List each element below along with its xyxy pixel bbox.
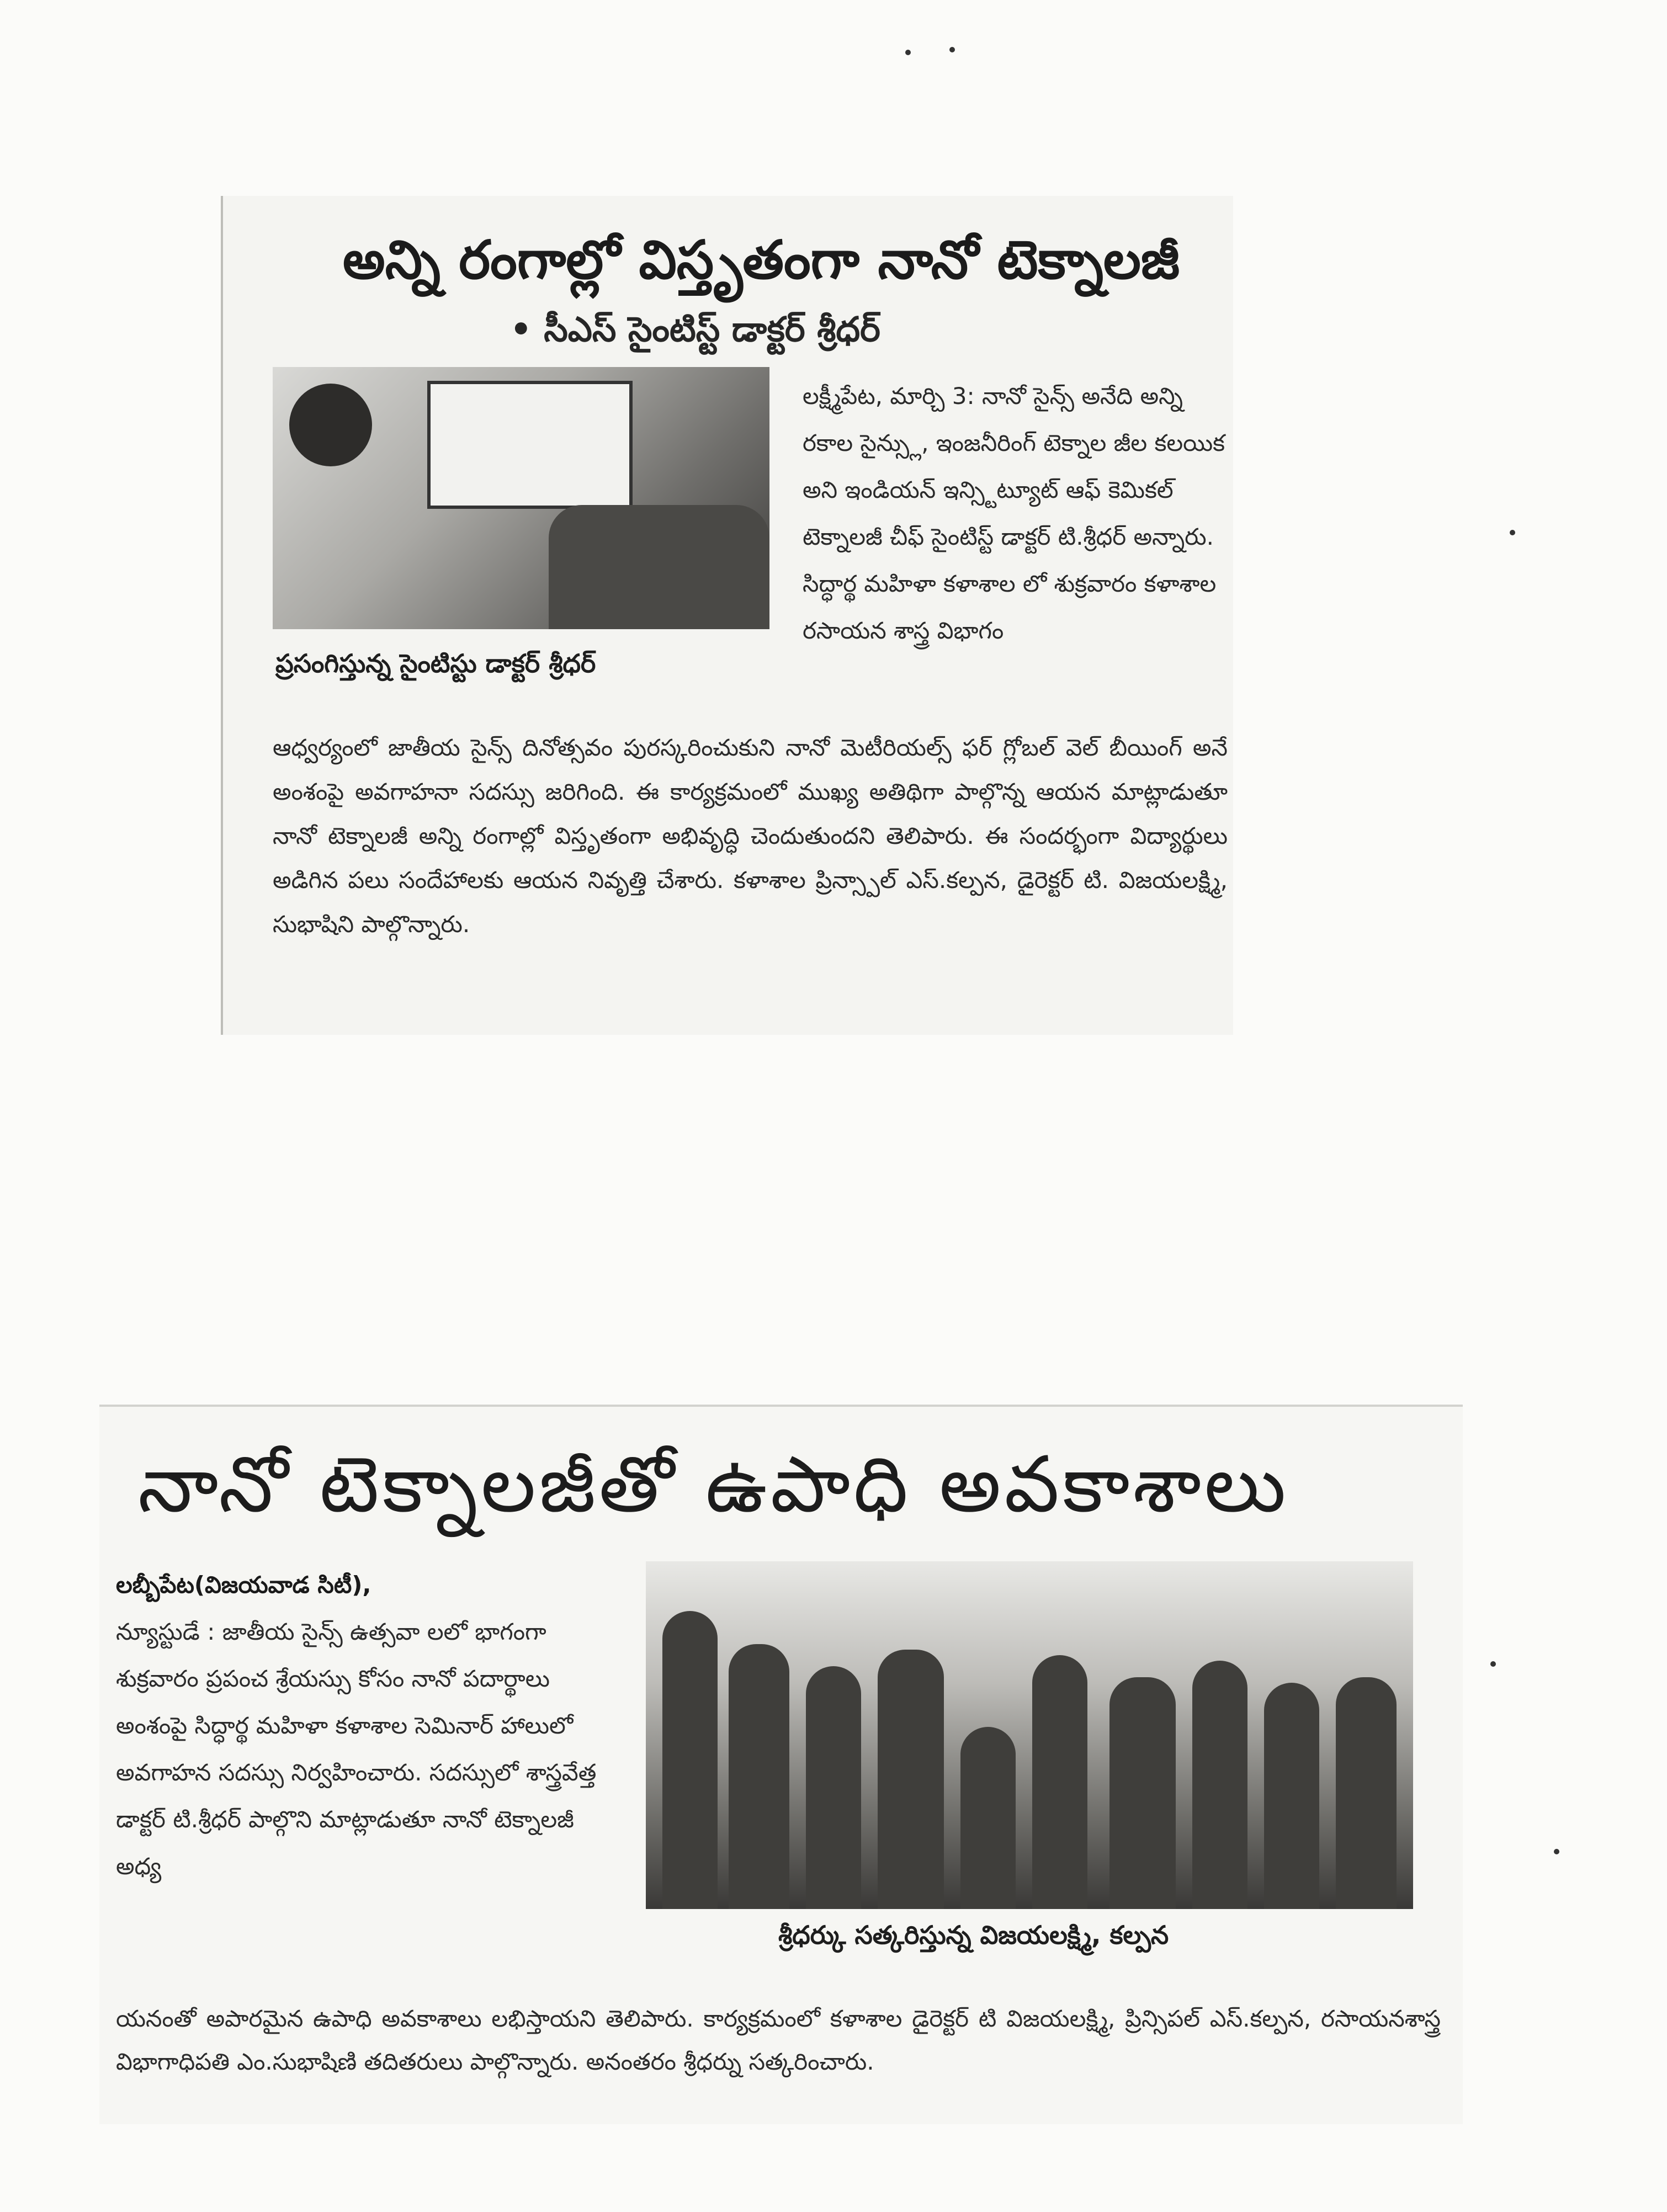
person-figure [729, 1644, 789, 1909]
scan-speck [905, 50, 911, 55]
person-figure [1264, 1683, 1319, 1909]
news-clipping-nano-technology-all-fields [221, 196, 1233, 1035]
speaker-figure [289, 384, 372, 466]
clipping-1-subhead: • సీఎస్ సైంటిస్ట్ డాక్టర్ శ్రీధర్ [510, 309, 880, 349]
clipping-1-photo-speaker [273, 367, 769, 629]
clipping-2-body-column-text: న్యూస్టుడే : జాతీయ సైన్స్ ఉత్సవా లలో భాగంగా శుక్రవారం ప్రపంచ శ్రేయస్సు కోసం నానో పదార్థాలు అంశంపై సిద్ధార్థ మహిళా కళాశాల సెమినార్ హాలులో అవగాహన సదస్సు నిర్వహించారు. సదస్సులో శాస్త్రవేత్త డాక్టర్ టి.శ్రీధర్ పాల్గొని మాట్లాడుతూ నానో టెక్నాలజీ అధ్య [116, 1618, 597, 1880]
person-figure [806, 1666, 861, 1909]
clipping-1-headline: అన్ని రంగాల్లో విస్తృతంగా నానో టెక్నాలజీ [342, 229, 1180, 291]
person-figure [1109, 1677, 1176, 1909]
clipping-2-photo-felicitation [646, 1561, 1413, 1909]
person-figure [1336, 1677, 1397, 1909]
person-figure [662, 1611, 718, 1909]
clipping-2-body-column [116, 1561, 613, 1890]
person-figure [960, 1727, 1016, 1909]
clipping-2-headline: నానో టెక్నాలజీతో ఉపాధి అవకాశాలు [138, 1440, 1289, 1530]
audience-figures [549, 505, 769, 629]
clipping-2-photo-caption: శ్రీధర్కు సత్కరిస్తున్న విజయలక్ష్మి, కల్పన [778, 1920, 1169, 1950]
clipping-2-body-full-width: యనంతో అపారమైన ఉపాధి అవకాశాలు లభిస్తాయని తెలిపారు. కార్యక్రమంలో కళాశాల డైరెక్టర్ టి విజయలక్ష్మి, ప్రిన్సిపల్ ఎస్.కల్పన, రసాయనశాస్త్ర విభాగాధిపతి ఎం.సుభాషిణి తదితరులు పాల్గొన్నారు. అనంతరం శ్రీధర్ను సత్కరించారు. [116, 2005, 1441, 2075]
scan-speck [1510, 530, 1515, 535]
person-figure [1192, 1661, 1247, 1909]
news-clipping-nano-technology-jobs [99, 1405, 1463, 2124]
clipping-1-body-beside-photo: లక్ష్మీపేట, మార్చి 3: నానో సైన్స్ అనేది అన్ని రకాల సైన్స్లు, ఇంజనీరింగ్ టెక్నాల జీల కలయిక అని ఇండియన్ ఇన్స్టిట్యూట్ ఆఫ్ కెమికల్ టెక్నాలజీ చీఫ్ సైంటిస్ట్ డాక్టర్ టి.శ్రీధర్ అన్నారు. సిద్ధార్థ మహిళా కళాశాల లో శుక్రవారం కళాశాల రసాయన శాస్త్ర విభాగం [803, 382, 1225, 644]
person-figure [878, 1650, 944, 1909]
scan-speck [1490, 1661, 1496, 1667]
scan-speck [1554, 1849, 1559, 1854]
clipping-1-body-full-width: ఆధ్వర్యంలో జాతీయ సైన్స్ దినోత్సవం పురస్కరించుకుని నానో మెటీరియల్స్ ఫర్ గ్లోబల్ వెల్ బీయింగ్ అనే అంశంపై అవగాహనా సదస్సు జరిగింది. ఈ కార్యక్రమంలో ముఖ్య అతిథిగా పాల్గొన్న ఆయన మాట్లాడుతూ నానో టెక్నాలజీ అన్ని రంగాల్లో విస్తృతంగా అభివృద్ధి చెందుతుందని తెలిపారు. ఈ సందర్భంగా విద్యార్థులు అడిగిన పలు సందేహాలకు ఆయన నివృత్తి చేశారు. కళాశాల ప్రిన్స్పాల్ ఎస్.కల్పన, డైరెక్టర్ టి. విజయలక్ష్మి, సుభాషిని పాల్గొన్నారు. [273, 734, 1228, 938]
clipping-2-dateline: లబ్బీపేట(విజయవాడ సిటీ), [116, 1571, 371, 1598]
projection-screen [427, 381, 633, 509]
scan-speck [949, 47, 955, 52]
person-figure [1032, 1655, 1087, 1909]
clipping-1-photo-caption: ప్రసంగిస్తున్న సైంటిస్టు డాక్టర్ శ్రీధర్ [275, 648, 596, 678]
